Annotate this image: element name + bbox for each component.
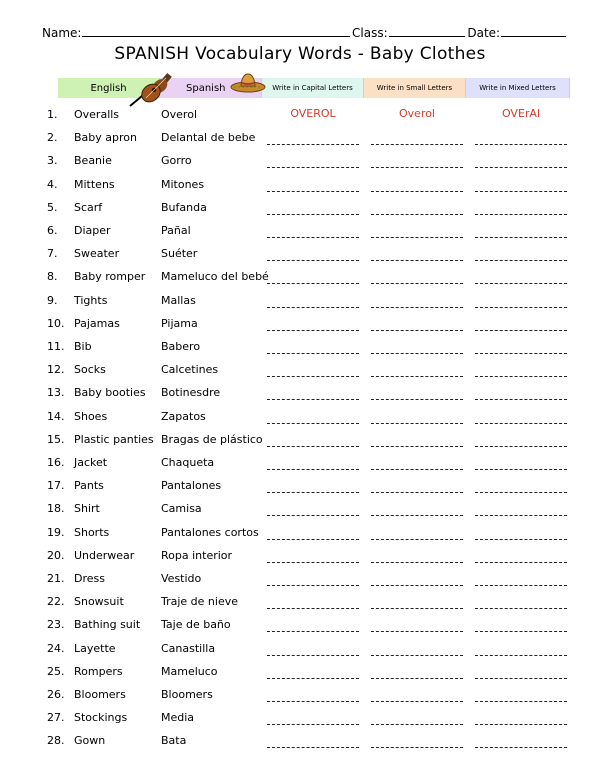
capital-letters-field[interactable] [267, 631, 359, 632]
spanish-word: Taje de baño [161, 618, 231, 632]
english-word: Bib [74, 340, 92, 353]
capital-letters-field[interactable] [267, 655, 359, 656]
english-word: Underwear [74, 548, 135, 562]
english-word: Sweater [74, 247, 120, 261]
header-mixed: Write in Mixed Letters [466, 78, 570, 98]
english-word: Shorts [74, 525, 110, 539]
sombrero-icon [230, 71, 266, 93]
capital-letters-field[interactable] [267, 167, 359, 168]
row-number: 2. [47, 131, 58, 145]
table-row [0, 266, 600, 286]
table-row [0, 150, 600, 170]
class-field[interactable] [389, 24, 466, 37]
row-number: 27. [47, 711, 65, 725]
english-word: Snowsuit [74, 595, 124, 609]
english-word: Socks [74, 363, 106, 377]
example-capital: OVEROL [290, 107, 336, 120]
header-spanish: Spanish [160, 78, 262, 98]
english-word: Baby romper [74, 270, 146, 284]
row-number: 15. [47, 432, 65, 446]
page-title: SPANISH Vocabulary Words - Baby Clothes [114, 44, 486, 64]
mixed-letters-field[interactable] [475, 307, 567, 308]
small-letters-field[interactable] [371, 585, 463, 586]
table-row [0, 591, 600, 611]
capital-letters-field[interactable] [267, 701, 359, 702]
row-number: 28. [47, 734, 65, 748]
row-number: 18. [47, 502, 65, 516]
spanish-word: Traje de nieve [161, 595, 239, 609]
table-row [0, 220, 600, 240]
example-small: Overol [398, 107, 435, 120]
capital-letters-field[interactable] [267, 585, 359, 586]
mixed-letters-field[interactable] [475, 167, 567, 168]
mixed-letters-field[interactable] [475, 376, 567, 377]
mixed-letters-field[interactable] [475, 701, 567, 702]
row-number: 8. [47, 270, 58, 284]
example-mixed: OVErAl [501, 107, 541, 120]
header-english: English [58, 78, 160, 98]
spanish-word: Overol [161, 108, 198, 121]
row-number: 21. [47, 572, 65, 585]
row-number: 6. [47, 224, 58, 237]
capital-letters-field[interactable] [267, 307, 359, 308]
table-row [0, 614, 600, 634]
english-word: Jacket [74, 456, 108, 469]
spanish-word: Pijama [161, 316, 198, 330]
small-letters-field[interactable] [371, 307, 463, 308]
row-number: 14. [47, 409, 65, 423]
mixed-letters-field[interactable] [475, 260, 567, 261]
english-word: Overalls [74, 108, 120, 121]
english-word: Mittens [74, 177, 115, 191]
row-number: 13. [47, 386, 65, 400]
header-capital: Write in Capital Letters [262, 78, 364, 98]
mixed-letters-field[interactable] [475, 515, 567, 516]
date-field[interactable] [501, 24, 566, 37]
table-row [0, 104, 600, 124]
capital-letters-field[interactable] [267, 353, 359, 354]
capital-letters-field[interactable] [267, 237, 359, 238]
mixed-letters-field[interactable] [475, 214, 567, 215]
spanish-word: Calcetines [161, 363, 219, 377]
spanish-word: Delantal de bebe [161, 131, 256, 145]
small-letters-field[interactable] [371, 724, 463, 725]
table-row [0, 545, 600, 565]
capital-letters-field[interactable] [267, 144, 359, 145]
row-number: 5. [47, 200, 58, 214]
mixed-letters-field[interactable] [475, 191, 567, 192]
mixed-letters-field[interactable] [475, 562, 567, 563]
capital-letters-field[interactable] [267, 539, 359, 540]
mixed-letters-field[interactable] [475, 446, 567, 447]
mixed-letters-field[interactable] [475, 608, 567, 609]
small-letters-field[interactable] [371, 655, 463, 656]
small-letters-field[interactable] [371, 144, 463, 145]
mixed-letters-field[interactable] [475, 330, 567, 331]
spanish-word: Media [161, 711, 195, 725]
mixed-letters-field[interactable] [475, 539, 567, 540]
table-row [0, 127, 600, 147]
mixed-letters-field[interactable] [475, 353, 567, 354]
capital-letters-field[interactable] [267, 214, 359, 215]
english-word: Plastic panties [74, 432, 154, 446]
row-number: 7. [47, 247, 58, 261]
english-word: Bathing suit [74, 618, 141, 632]
spanish-word: Suéter [161, 247, 198, 261]
class-label: Class: [352, 26, 388, 40]
spanish-word: Bloomers [161, 688, 213, 701]
name-field[interactable] [82, 24, 350, 37]
spanish-word: Ropa interior [161, 548, 233, 562]
small-letters-field[interactable] [371, 678, 463, 679]
table-row [0, 382, 600, 402]
english-word: Bloomers [74, 688, 126, 701]
spanish-word: Pantalones [161, 479, 222, 493]
small-letters-field[interactable] [371, 376, 463, 377]
table-row [0, 684, 600, 704]
row-number: 24. [47, 641, 65, 655]
capital-letters-field[interactable] [267, 492, 359, 493]
table-row [0, 638, 600, 658]
table-row [0, 359, 600, 379]
table-row [0, 197, 600, 217]
small-letters-field[interactable] [371, 191, 463, 192]
english-word: Baby apron [74, 131, 137, 145]
table-row [0, 336, 600, 356]
spanish-word: Camisa [161, 502, 202, 516]
table-row [0, 243, 600, 263]
english-word: Stockings [74, 711, 128, 725]
small-letters-field[interactable] [371, 330, 463, 331]
table-row [0, 730, 600, 750]
small-letters-field[interactable] [371, 562, 463, 563]
english-word: Baby booties [74, 386, 146, 400]
capital-letters-field[interactable] [267, 376, 359, 377]
english-word: Scarf [74, 200, 103, 214]
mixed-letters-field[interactable] [475, 237, 567, 238]
row-number: 11. [47, 340, 65, 353]
english-word: Shoes [74, 409, 108, 423]
table-row [0, 475, 600, 495]
table-row [0, 498, 600, 518]
small-letters-field[interactable] [371, 539, 463, 540]
table-row [0, 568, 600, 588]
small-letters-field[interactable] [371, 492, 463, 493]
capital-letters-field[interactable] [267, 191, 359, 192]
row-number: 22. [47, 595, 65, 609]
table-row [0, 406, 600, 426]
spanish-word: Mitones [161, 177, 205, 191]
capital-letters-field[interactable] [267, 747, 359, 748]
row-number: 20. [47, 548, 65, 562]
english-word: Shirt [74, 502, 100, 516]
mixed-letters-field[interactable] [475, 585, 567, 586]
mixed-letters-field[interactable] [475, 283, 567, 284]
spanish-word: Vestido [161, 572, 202, 585]
spanish-word: Zapatos [161, 409, 206, 423]
row-number: 12. [47, 363, 65, 377]
spanish-word: Chaqueta [161, 456, 215, 469]
spanish-word: Botinesdre [161, 386, 221, 400]
small-letters-field[interactable] [371, 608, 463, 609]
row-number: 10. [47, 316, 65, 330]
english-word: Layette [74, 641, 116, 655]
small-letters-field[interactable] [371, 631, 463, 632]
capital-letters-field[interactable] [267, 399, 359, 400]
english-word: Diaper [74, 224, 111, 237]
spanish-word: Bata [161, 734, 187, 748]
capital-letters-field[interactable] [267, 608, 359, 609]
mixed-letters-field[interactable] [475, 469, 567, 470]
capital-letters-field[interactable] [267, 446, 359, 447]
name-label: Name: [42, 26, 82, 40]
english-word: Tights [74, 293, 108, 307]
mixed-letters-field[interactable] [475, 655, 567, 656]
row-number: 23. [47, 618, 65, 632]
small-letters-field[interactable] [371, 353, 463, 354]
small-letters-field[interactable] [371, 515, 463, 516]
small-letters-field[interactable] [371, 167, 463, 168]
table-row [0, 429, 600, 449]
spanish-word: Pantalones cortos [161, 525, 259, 539]
mixed-letters-field[interactable] [475, 423, 567, 424]
english-word: Dress [74, 572, 105, 585]
small-letters-field[interactable] [371, 283, 463, 284]
spanish-word: Bufanda [161, 200, 207, 214]
spanish-word: Canastilla [161, 641, 216, 655]
small-letters-field[interactable] [371, 747, 463, 748]
small-letters-field[interactable] [371, 423, 463, 424]
student-info-line [42, 22, 568, 40]
english-word: Gown [74, 734, 106, 748]
small-letters-field[interactable] [371, 469, 463, 470]
row-number: 1. [47, 108, 58, 121]
english-word: Rompers [74, 664, 123, 678]
capital-letters-field[interactable] [267, 724, 359, 725]
spanish-word: Babero [161, 340, 201, 353]
row-number: 16. [47, 456, 65, 469]
small-letters-field[interactable] [371, 399, 463, 400]
capital-letters-field[interactable] [267, 562, 359, 563]
table-row [0, 290, 600, 310]
small-letters-field[interactable] [371, 260, 463, 261]
spanish-word: Pañal [161, 224, 191, 237]
spanish-word: Bragas de plástico [161, 432, 263, 446]
capital-letters-field[interactable] [267, 515, 359, 516]
mixed-letters-field[interactable] [475, 678, 567, 679]
date-label: Date: [467, 26, 501, 40]
capital-letters-field[interactable] [267, 423, 359, 424]
table-row [0, 707, 600, 727]
mixed-letters-field[interactable] [475, 144, 567, 145]
mixed-letters-field[interactable] [475, 399, 567, 400]
table-row [0, 174, 600, 194]
row-number: 4. [47, 177, 58, 191]
row-number: 3. [47, 154, 58, 168]
row-number: 26. [47, 688, 65, 701]
capital-letters-field[interactable] [267, 469, 359, 470]
spanish-word: Mameluco [161, 664, 218, 678]
spanish-word: Mallas [161, 293, 196, 307]
small-letters-field[interactable] [371, 237, 463, 238]
mixed-letters-field[interactable] [475, 631, 567, 632]
capital-letters-field[interactable] [267, 260, 359, 261]
small-letters-field[interactable] [371, 214, 463, 215]
capital-letters-field[interactable] [267, 330, 359, 331]
mixed-letters-field[interactable] [475, 492, 567, 493]
table-row [0, 661, 600, 681]
english-word: Beanie [74, 154, 112, 168]
header-small: Write in Small Letters [364, 78, 466, 98]
spanish-word: Mameluco del bebé [161, 270, 269, 284]
row-number: 25. [47, 664, 65, 678]
table-row [0, 452, 600, 472]
mixed-letters-field[interactable] [475, 747, 567, 748]
table-row [0, 313, 600, 333]
row-number: 19. [47, 525, 65, 539]
capital-letters-field[interactable] [267, 678, 359, 679]
row-number: 17. [47, 479, 65, 493]
spanish-word: Gorro [161, 154, 192, 168]
capital-letters-field[interactable] [267, 283, 359, 284]
table-row [0, 522, 600, 542]
mixed-letters-field[interactable] [475, 724, 567, 725]
row-number: 9. [47, 293, 58, 307]
english-word: Pants [74, 479, 104, 493]
english-word: Pajamas [74, 316, 120, 330]
small-letters-field[interactable] [371, 446, 463, 447]
small-letters-field[interactable] [371, 701, 463, 702]
